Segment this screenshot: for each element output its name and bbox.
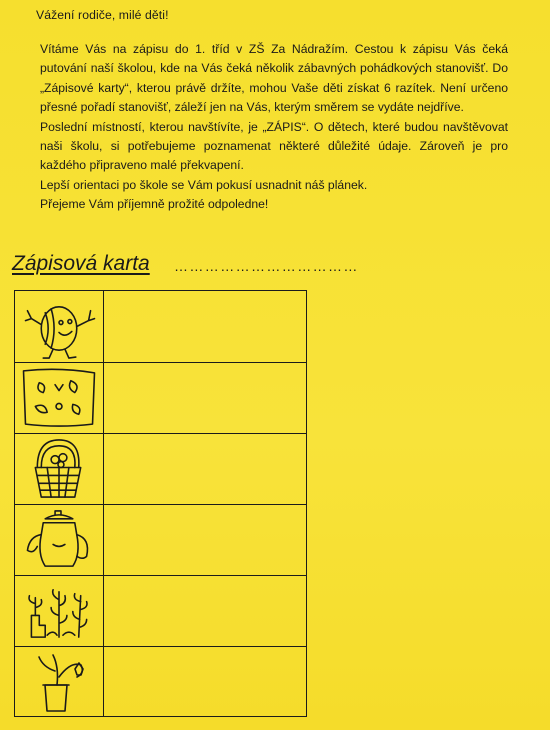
icon-cell <box>15 434 104 504</box>
card-title: Zápisová karta <box>12 252 150 275</box>
stamp-card-table <box>14 290 307 717</box>
stamp-row <box>15 576 306 647</box>
stamp-row <box>15 363 306 434</box>
plants-garden-icon <box>15 576 104 646</box>
letter-paragraph: Vítáme Vás na zápisu do 1. tříd v ZŠ Za Nádražím. Cestou k zápisu Vás čeká putování naší školou, kde na Vás čeká několik zábavných pohádkových stanovišť. Do „Zápisové karty“, kterou právě držíte, mohou Vaše děti získat 6 razítek. Není určeno přesné pořadí stanovišť, záleží jen na Vás, kterým směrem se vydáte nejdříve. <box>40 42 508 115</box>
letter-body <box>40 40 508 215</box>
stamp-area <box>104 505 306 575</box>
stamp-area <box>104 363 306 433</box>
stamp-area <box>104 291 306 362</box>
icon-cell <box>15 505 104 575</box>
basket-icon <box>15 434 104 504</box>
pattern-square-icon <box>15 363 104 433</box>
stamp-row <box>15 505 306 576</box>
stamp-row <box>15 647 306 717</box>
stamp-row <box>15 434 306 505</box>
letter-paragraph: Lepší orientaci po škole se Vám pokusí usnadnit náš plánek. <box>40 177 368 192</box>
stamp-row <box>15 291 306 363</box>
stamp-area <box>104 434 306 504</box>
name-fill-line: ……………………………… <box>174 258 359 274</box>
smiling-ball-icon <box>15 291 104 362</box>
tulip-pot-icon <box>15 647 104 717</box>
letter-paragraph: Přejeme Vám příjemně prožité odpoledne! <box>40 197 269 212</box>
icon-cell <box>15 363 104 433</box>
letter-paragraph: Poslední místností, kterou navštívíte, je „ZÁPIS“. O dětech, které budou navštěvovat naši školu, si potřebujeme poznamenat některé důležité údaje. Zároveň je pro každého připraveno malé překvapení. <box>40 119 508 173</box>
icon-cell <box>15 647 104 717</box>
teapot-icon <box>15 505 104 575</box>
stamp-area <box>104 647 306 717</box>
icon-cell <box>15 291 104 362</box>
stamp-area <box>104 576 306 646</box>
icon-cell <box>15 576 104 646</box>
letter-greeting: Vážení rodiče, milé děti! <box>36 8 169 22</box>
